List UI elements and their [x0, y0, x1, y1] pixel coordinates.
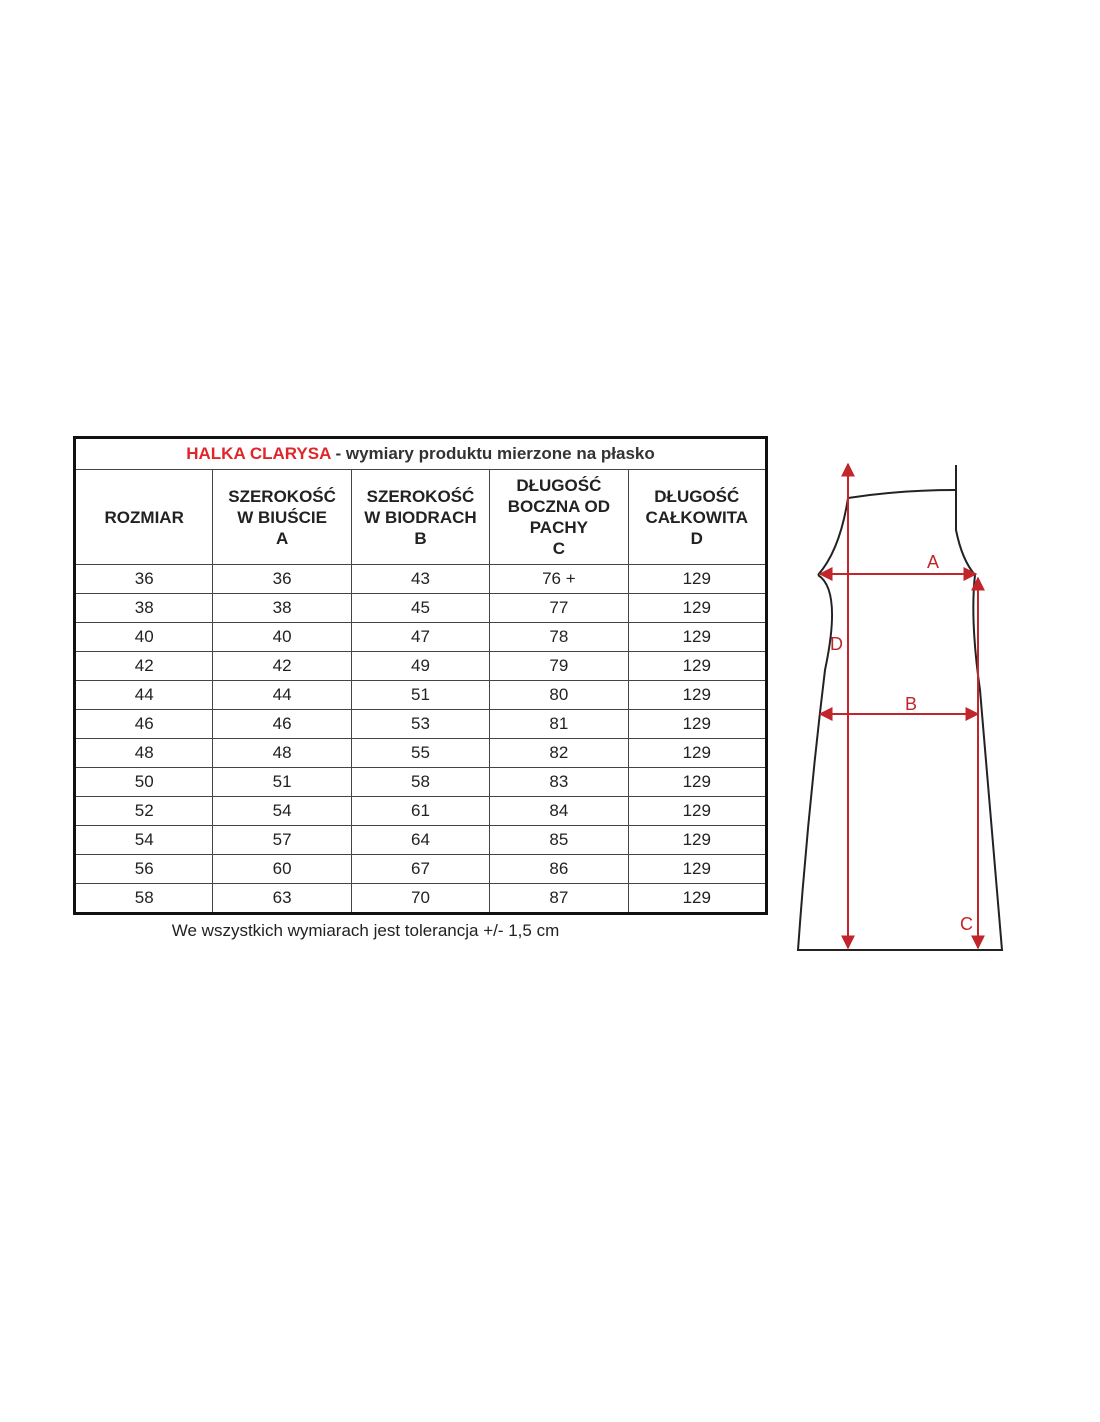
table-cell: 38: [213, 594, 351, 623]
table-cell: 36: [75, 565, 213, 594]
table-row: [75, 710, 767, 739]
tolerance-note: [73, 921, 768, 941]
label-d: D: [830, 634, 843, 654]
column-header-line: DŁUGOŚĆ: [654, 486, 740, 506]
table-cell: 40: [213, 623, 351, 652]
table-cell: 36: [213, 565, 351, 594]
table-row: [75, 739, 767, 768]
column-header-line: SZEROKOŚĆ: [228, 486, 336, 506]
size-chart: [73, 436, 768, 941]
table-cell: 42: [213, 652, 351, 681]
table-cell: 45: [351, 594, 489, 623]
table-cell: 60: [213, 855, 351, 884]
table-cell: 129: [628, 739, 766, 768]
table-cell: 78: [490, 623, 628, 652]
column-header-line: ROZMIAR: [104, 507, 184, 527]
column-header-line: A: [275, 528, 289, 548]
table-cell: 43: [351, 565, 489, 594]
column-header-line: DŁUGOŚĆ: [516, 476, 602, 495]
table-cell: 53: [351, 710, 489, 739]
column-header-line: BOCZNA OD: [507, 497, 611, 516]
column-header-line: W BIODRACH: [364, 507, 477, 527]
table-cell: 56: [75, 855, 213, 884]
table-row: [75, 565, 767, 594]
table-cell: 86: [490, 855, 628, 884]
table-cell: 63: [213, 884, 351, 914]
table-cell: 58: [351, 768, 489, 797]
size-table: [73, 436, 768, 915]
column-header-line: B: [414, 528, 427, 548]
table-row: [75, 768, 767, 797]
table-cell: 54: [75, 826, 213, 855]
table-cell: 51: [213, 768, 351, 797]
table-cell: 129: [628, 652, 766, 681]
column-header: [490, 470, 628, 565]
table-cell: 129: [628, 855, 766, 884]
table-cell: 76 +: [490, 565, 628, 594]
label-c: C: [960, 914, 973, 934]
table-row: [75, 652, 767, 681]
table-cell: 61: [351, 797, 489, 826]
column-header: [351, 470, 489, 565]
column-header-line: W BIUŚCIE: [237, 507, 327, 527]
table-cell: 129: [628, 594, 766, 623]
table-cell: 54: [213, 797, 351, 826]
column-header: [628, 470, 766, 565]
table-subtitle: - wymiary produktu mierzone na płasko: [330, 444, 655, 463]
table-cell: 85: [490, 826, 628, 855]
label-a: A: [927, 552, 940, 572]
table-cell: 58: [75, 884, 213, 914]
table-cell: 129: [628, 623, 766, 652]
table-cell: 129: [628, 884, 766, 914]
table-cell: 129: [628, 826, 766, 855]
column-header-line: CAŁKOWITA: [645, 507, 749, 527]
table-row: [75, 623, 767, 652]
table-row: [75, 681, 767, 710]
table-cell: 47: [351, 623, 489, 652]
table-row: [75, 855, 767, 884]
table-cell: 38: [75, 594, 213, 623]
table-cell: 84: [490, 797, 628, 826]
table-row: [75, 884, 767, 914]
table-cell: 129: [628, 565, 766, 594]
table-cell: 67: [351, 855, 489, 884]
table-cell: 48: [75, 739, 213, 768]
table-cell: 40: [75, 623, 213, 652]
slip-dress-drawing: [780, 450, 1030, 975]
table-cell: 129: [628, 797, 766, 826]
table-cell: 52: [75, 797, 213, 826]
table-cell: 80: [490, 681, 628, 710]
table-cell: 50: [75, 768, 213, 797]
table-cell: 83: [490, 768, 628, 797]
table-cell: 77: [490, 594, 628, 623]
table-cell: 64: [351, 826, 489, 855]
table-cell: 129: [628, 768, 766, 797]
table-cell: 46: [213, 710, 351, 739]
table-row: [75, 594, 767, 623]
table-cell: 55: [351, 739, 489, 768]
table-row: [75, 797, 767, 826]
column-header: [213, 470, 351, 565]
table-cell: 42: [75, 652, 213, 681]
table-cell: 129: [628, 710, 766, 739]
table-cell: 46: [75, 710, 213, 739]
table-cell: 87: [490, 884, 628, 914]
table-title: [75, 438, 767, 470]
table-cell: 44: [75, 681, 213, 710]
table-cell: 57: [213, 826, 351, 855]
product-name: HALKA CLARYSA: [186, 444, 331, 463]
table-cell: 81: [490, 710, 628, 739]
table-row: [75, 826, 767, 855]
label-b: B: [905, 694, 918, 714]
column-header-line: SZEROKOŚĆ: [366, 486, 475, 506]
table-cell: 44: [213, 681, 351, 710]
table-cell: 49: [351, 652, 489, 681]
table-cell: 79: [490, 652, 628, 681]
column-header-line: D: [690, 528, 703, 548]
table-body: [75, 565, 767, 914]
table-cell: 129: [628, 681, 766, 710]
table-cell: 70: [351, 884, 489, 914]
tolerance-note-text: We wszystkich wymiarach jest tolerancja +/- 1,5 cm: [171, 921, 560, 940]
column-header: [75, 470, 213, 565]
column-header-line: PACHY: [529, 518, 588, 537]
garment-diagram: [780, 450, 1030, 975]
table-header-row: [75, 470, 767, 565]
column-header-line: C: [552, 539, 565, 558]
table-cell: 82: [490, 739, 628, 768]
table-cell: 48: [213, 739, 351, 768]
dress-outline: [798, 465, 1002, 950]
table-cell: 51: [351, 681, 489, 710]
